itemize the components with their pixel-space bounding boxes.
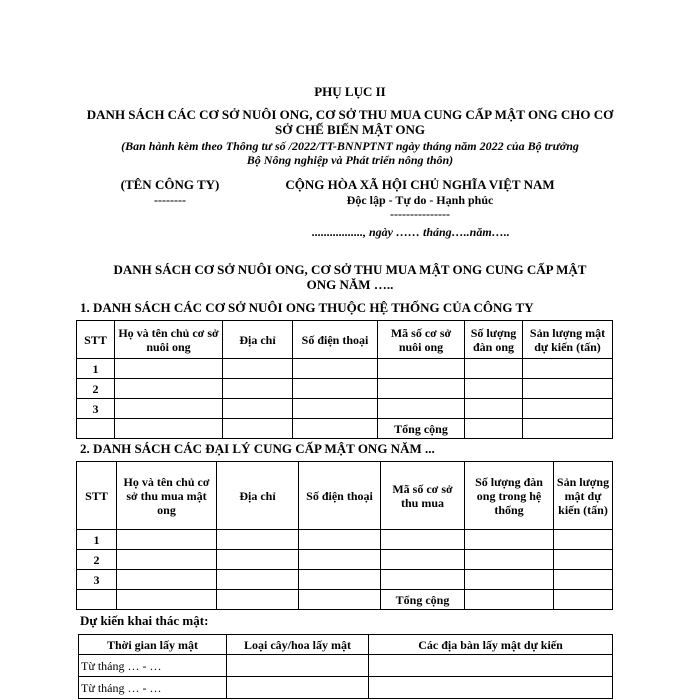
table-cell[interactable] bbox=[369, 677, 613, 699]
row-number: 3 bbox=[77, 570, 117, 590]
harvest-period: Từ tháng … - … bbox=[79, 655, 227, 677]
table-cell[interactable] bbox=[115, 379, 223, 399]
table-cell[interactable] bbox=[381, 550, 465, 570]
table-header-row bbox=[79, 635, 613, 655]
table-cell[interactable] bbox=[465, 379, 523, 399]
table-row bbox=[77, 550, 613, 570]
table-cell[interactable] bbox=[293, 399, 378, 419]
row-number: 3 bbox=[77, 399, 115, 419]
table-cell[interactable] bbox=[465, 590, 554, 610]
table-cell[interactable] bbox=[465, 570, 554, 590]
table-cell[interactable] bbox=[523, 399, 613, 419]
table-cell[interactable] bbox=[223, 379, 293, 399]
row-number: 2 bbox=[77, 379, 115, 399]
republic-divider: --------------- bbox=[390, 207, 450, 221]
table-cell[interactable] bbox=[115, 359, 223, 379]
beekeeping-facilities-table bbox=[76, 320, 613, 439]
table-cell[interactable] bbox=[117, 570, 217, 590]
table-cell[interactable] bbox=[293, 379, 378, 399]
column-header: Loại cây/hoa lấy mật bbox=[227, 635, 369, 655]
table-row bbox=[79, 677, 613, 699]
table-cell[interactable] bbox=[465, 399, 523, 419]
row-number: 2 bbox=[77, 550, 117, 570]
column-header: Họ và tên chủ cơ sở nuôi ong bbox=[115, 321, 223, 359]
table-cell bbox=[117, 590, 217, 610]
table-row bbox=[77, 570, 613, 590]
table-cell bbox=[77, 590, 117, 610]
document-title-line2: SỞ CHẾ BIẾN MẬT ONG bbox=[274, 122, 425, 137]
table-cell[interactable] bbox=[378, 399, 465, 419]
column-header: STT bbox=[77, 321, 115, 359]
table-cell[interactable] bbox=[554, 590, 613, 610]
issued-note-line2: Bộ Nông nghiệp và Phát triển nông thôn) bbox=[246, 153, 454, 167]
column-header: Số điện thoại bbox=[293, 321, 378, 359]
table-cell[interactable] bbox=[293, 359, 378, 379]
table-cell[interactable] bbox=[465, 530, 554, 550]
list-title-line1: DANH SÁCH CƠ SỞ NUÔI ONG, CƠ SỞ THU MUA MẬT ONG CUNG CẤP MẬT bbox=[113, 262, 587, 277]
column-header: Số lượng đàn ong bbox=[465, 321, 523, 359]
list-title-line2: ONG NĂM ….. bbox=[306, 277, 394, 292]
table-row bbox=[79, 655, 613, 677]
column-header: Địa chỉ bbox=[223, 321, 293, 359]
table-cell[interactable] bbox=[554, 550, 613, 570]
table-cell[interactable] bbox=[378, 379, 465, 399]
table-cell bbox=[115, 419, 223, 439]
table-cell[interactable] bbox=[523, 379, 613, 399]
table-row bbox=[77, 379, 613, 399]
date-line: ................., ngày …… tháng…..năm….. bbox=[312, 225, 510, 239]
column-header: Thời gian lấy mật bbox=[79, 635, 227, 655]
total-label: Tổng cộng bbox=[381, 590, 465, 610]
appendix-title: PHỤ LỤC II bbox=[314, 84, 386, 99]
section1-heading: 1. DANH SÁCH CÁC CƠ SỞ NUÔI ONG THUỘC HỆ THỐNG CỦA CÔNG TY bbox=[80, 300, 534, 315]
table-cell[interactable] bbox=[115, 399, 223, 419]
table-cell[interactable] bbox=[227, 655, 369, 677]
table-cell[interactable] bbox=[465, 550, 554, 570]
total-row bbox=[77, 419, 613, 439]
table-cell[interactable] bbox=[217, 570, 299, 590]
column-header: Mã số cơ sở thu mua bbox=[381, 462, 465, 530]
table-cell[interactable] bbox=[217, 550, 299, 570]
table-cell[interactable] bbox=[117, 550, 217, 570]
harvest-period: Từ tháng … - … bbox=[79, 677, 227, 699]
company-divider: -------- bbox=[154, 193, 186, 207]
company-name: (TÊN CÔNG TY) bbox=[120, 177, 220, 192]
table-cell[interactable] bbox=[554, 530, 613, 550]
honey-harvest-plan-table bbox=[78, 634, 613, 699]
table-cell[interactable] bbox=[117, 530, 217, 550]
table-cell[interactable] bbox=[369, 655, 613, 677]
table-cell[interactable] bbox=[217, 530, 299, 550]
column-header: Địa chỉ bbox=[217, 462, 299, 530]
table-cell[interactable] bbox=[381, 530, 465, 550]
table-cell bbox=[77, 419, 115, 439]
table-row bbox=[77, 530, 613, 550]
table-cell[interactable] bbox=[465, 419, 523, 439]
table-cell[interactable] bbox=[523, 419, 613, 439]
column-header: STT bbox=[77, 462, 117, 530]
table-cell[interactable] bbox=[554, 570, 613, 590]
republic-motto: Độc lập - Tự do - Hạnh phúc bbox=[346, 193, 494, 207]
column-header: Số điện thoại bbox=[299, 462, 381, 530]
column-header: Họ và tên chủ cơ sở thu mua mật ong bbox=[117, 462, 217, 530]
table-cell[interactable] bbox=[299, 570, 381, 590]
table-cell[interactable] bbox=[465, 359, 523, 379]
table-cell[interactable] bbox=[223, 399, 293, 419]
table-cell[interactable] bbox=[223, 359, 293, 379]
table-cell[interactable] bbox=[227, 677, 369, 699]
table-header-row bbox=[77, 321, 613, 359]
column-header: Các địa bàn lấy mật dự kiến bbox=[369, 635, 613, 655]
table-cell[interactable] bbox=[299, 550, 381, 570]
table-cell bbox=[293, 419, 378, 439]
table-cell bbox=[223, 419, 293, 439]
table-cell bbox=[299, 590, 381, 610]
row-number: 1 bbox=[77, 530, 117, 550]
republic-name: CỘNG HÒA XÃ HỘI CHỦ NGHĨA VIỆT NAM bbox=[285, 177, 555, 192]
total-label: Tổng cộng bbox=[378, 419, 465, 439]
table-cell bbox=[217, 590, 299, 610]
table-row bbox=[77, 399, 613, 419]
table-cell[interactable] bbox=[378, 359, 465, 379]
column-header: Sản lượng mật dự kiến (tấn) bbox=[554, 462, 613, 530]
total-row bbox=[77, 590, 613, 610]
section3-heading: Dự kiến khai thác mật: bbox=[80, 613, 209, 628]
table-row bbox=[77, 359, 613, 379]
row-number: 1 bbox=[77, 359, 115, 379]
column-header: Số lượng đàn ong trong hệ thống bbox=[465, 462, 554, 530]
section2-heading: 2. DANH SÁCH CÁC ĐẠI LÝ CUNG CẤP MẬT ONG NĂM ... bbox=[80, 441, 435, 456]
table-cell[interactable] bbox=[381, 570, 465, 590]
table-cell[interactable] bbox=[523, 359, 613, 379]
column-header: Sản lượng mật dự kiến (tấn) bbox=[523, 321, 613, 359]
table-header-row bbox=[77, 462, 613, 530]
issued-note-line1: (Ban hành kèm theo Thông tư số /2022/TT-BNNPTNT ngày tháng năm 2022 của Bộ trưởng bbox=[121, 139, 579, 153]
document-title-line1: DANH SÁCH CÁC CƠ SỞ NUÔI ONG, CƠ SỞ THU MUA CUNG CẤP MẬT ONG CHO CƠ bbox=[86, 107, 614, 122]
column-header: Mã số cơ sở nuôi ong bbox=[378, 321, 465, 359]
honey-suppliers-table bbox=[76, 461, 613, 610]
table-cell[interactable] bbox=[299, 530, 381, 550]
